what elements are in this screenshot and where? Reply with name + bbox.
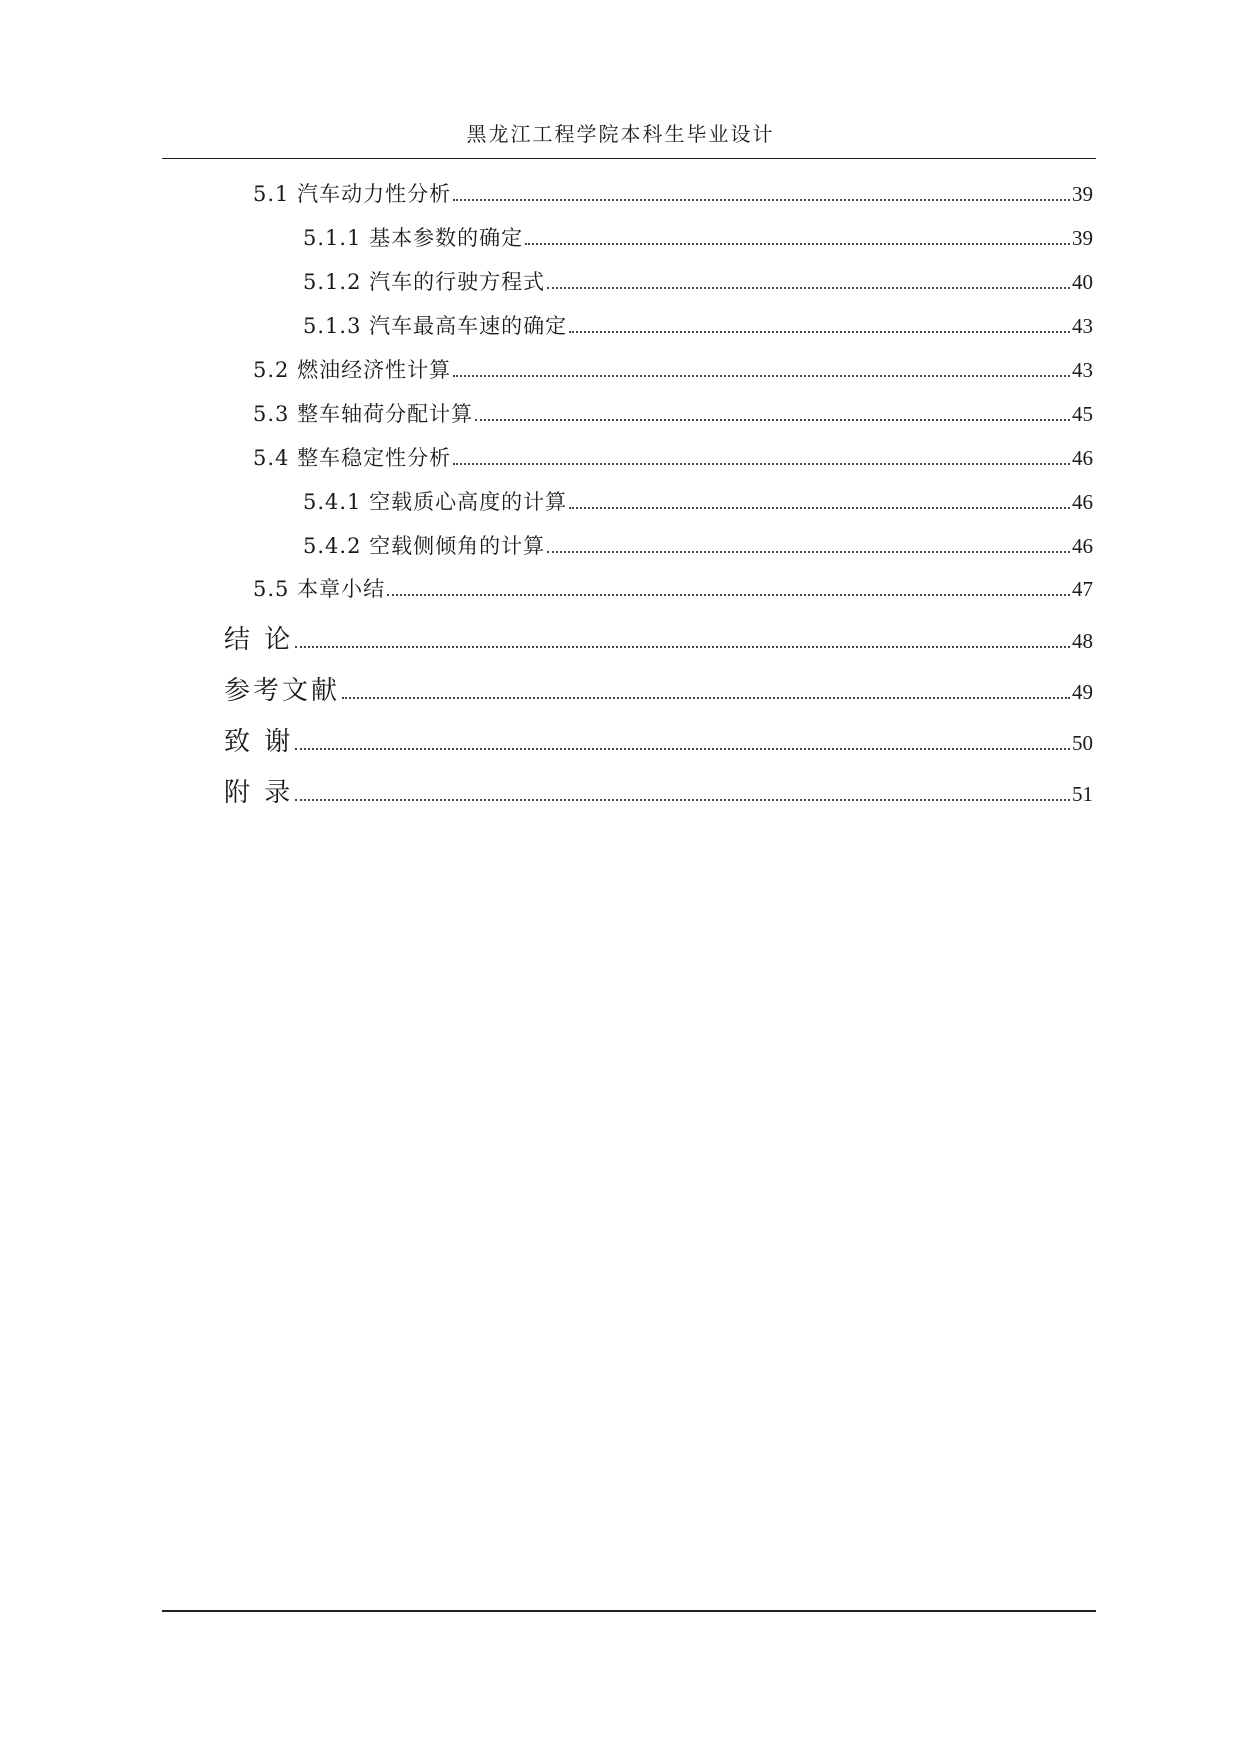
toc-entry-label: 结 论 xyxy=(224,625,294,655)
toc-entry-5-4-1[interactable] xyxy=(303,486,1093,518)
dot-leader xyxy=(453,462,1070,465)
toc-entry-page-number: 49 xyxy=(1072,680,1093,704)
toc-entry-label: 5.4.2 空载侧倾角的计算 xyxy=(303,534,546,558)
page-header-title: 黑龙江工程学院本科生毕业设计 xyxy=(466,122,775,146)
toc-entry-5-4-2[interactable] xyxy=(303,530,1093,562)
toc-entry-label: 附 录 xyxy=(224,778,294,808)
toc-entry-appendix[interactable] xyxy=(224,772,1093,808)
toc-entry-page-number: 46 xyxy=(1072,490,1093,514)
toc-entry-5-5[interactable] xyxy=(253,573,1093,605)
toc-entry-label: 5.2 燃油经济性计算 xyxy=(253,358,452,382)
toc-entry-label: 5.1.1 基本参数的确定 xyxy=(303,226,524,250)
toc-entry-label: 5.3 整车轴荷分配计算 xyxy=(253,402,474,426)
dot-leader xyxy=(295,798,1070,801)
toc-entry-label: 参考文献 xyxy=(224,676,341,706)
header-rule xyxy=(162,158,1096,159)
toc-entry-page-number: 46 xyxy=(1072,534,1093,558)
toc-entry-page-number: 39 xyxy=(1072,182,1093,206)
toc-entry-page-number: 51 xyxy=(1072,782,1093,806)
dot-leader xyxy=(569,330,1070,333)
toc-entry-page-number: 47 xyxy=(1072,577,1093,601)
dot-leader xyxy=(525,242,1070,245)
toc-entry-5-2[interactable] xyxy=(253,354,1093,386)
toc-entry-references[interactable] xyxy=(224,670,1093,706)
toc-entry-label: 5.1.2 汽车的行驶方程式 xyxy=(303,270,546,294)
toc-entry-label: 5.1.3 汽车最高车速的确定 xyxy=(303,314,568,338)
toc-entry-label: 致 谢 xyxy=(224,727,294,757)
toc-entry-5-1-2[interactable] xyxy=(303,266,1093,298)
dot-leader xyxy=(453,374,1070,377)
toc-entry-page-number: 40 xyxy=(1072,270,1093,294)
toc-entry-label: 5.4.1 空载质心高度的计算 xyxy=(303,490,568,514)
dot-leader xyxy=(387,593,1070,596)
toc-entry-page-number: 46 xyxy=(1072,446,1093,470)
dot-leader xyxy=(569,506,1070,509)
dot-leader xyxy=(342,696,1070,699)
toc-entry-page-number: 48 xyxy=(1072,629,1093,653)
dot-leader xyxy=(295,645,1070,648)
footer-rule xyxy=(162,1610,1096,1612)
toc-entry-page-number: 43 xyxy=(1072,314,1093,338)
toc-entry-5-1-1[interactable] xyxy=(303,222,1093,254)
toc-entry-5-1[interactable] xyxy=(253,178,1093,210)
toc-entry-label: 5.4 整车稳定性分析 xyxy=(253,446,452,470)
toc-entry-label: 5.5 本章小结 xyxy=(253,577,386,601)
toc-entry-5-4[interactable] xyxy=(253,442,1093,474)
toc-entry-page-number: 50 xyxy=(1072,731,1093,755)
dot-leader xyxy=(295,747,1070,750)
toc-entry-page-number: 43 xyxy=(1072,358,1093,382)
dot-leader xyxy=(547,550,1070,553)
dot-leader xyxy=(453,198,1070,201)
toc-entry-acknowledgements[interactable] xyxy=(224,721,1093,757)
toc-entry-conclusion[interactable] xyxy=(224,619,1093,655)
dot-leader xyxy=(475,418,1070,421)
toc-entry-5-1-3[interactable] xyxy=(303,310,1093,342)
toc-entry-page-number: 45 xyxy=(1072,402,1093,426)
toc-entry-5-3[interactable] xyxy=(253,398,1093,430)
dot-leader xyxy=(547,286,1070,289)
toc-entry-label: 5.1 汽车动力性分析 xyxy=(253,182,452,206)
toc-entry-page-number: 39 xyxy=(1072,226,1093,250)
